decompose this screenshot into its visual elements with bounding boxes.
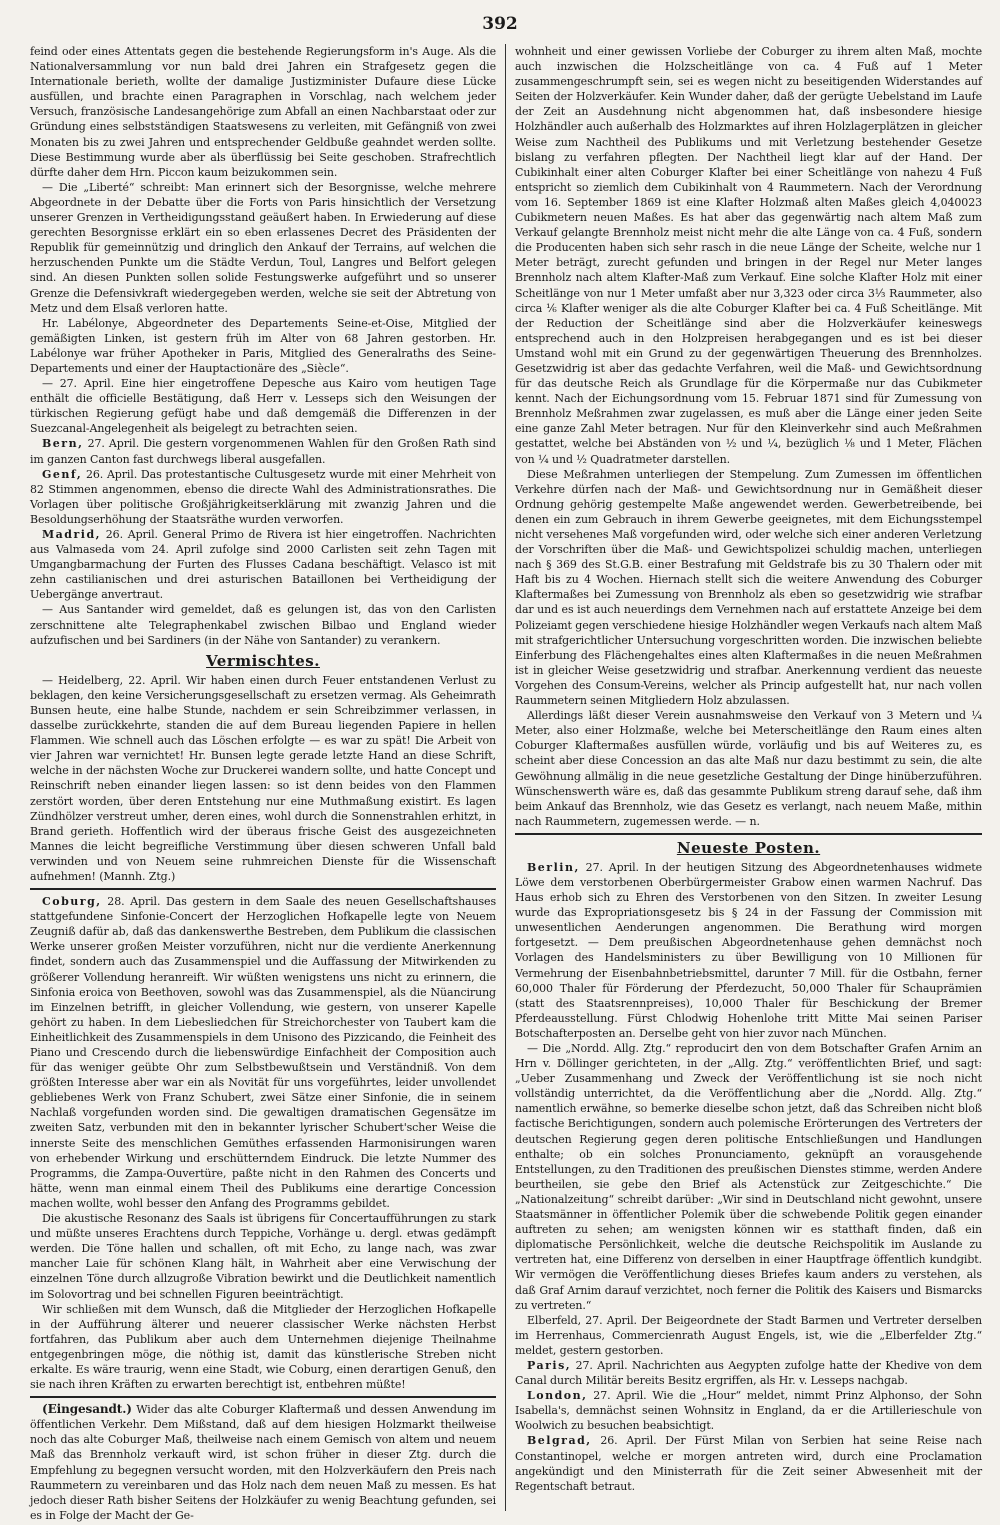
news-item-london: London, 27. April. Wie die „Hour“ meldet, nimmt Prinz Alphonso, der Sohn Isabella's, demnächst seinen Wohnsitz in England, da er die Artillerieschule von Woolwich zu besuchen beabsichtigt.	[515, 1389, 982, 1433]
news-item-madrid: Madrid, 26. April. General Primo de Rivera ist hier eingetroffen. Nachrichten aus Valmaseda vom 24. April zufolge sind 2000 Carlisten seit zehn Tagen mit Umgangbarmachung der Furten des Flusses Cadana beschäftigt. Velasco ist mit zehn castilianischen und drei asturischen Bataillonen bei Vertheidigung der Uebergänge anvertraut.	[30, 528, 496, 602]
left-column	[30, 44, 506, 1522]
article-paragraph: Wir schließen mit dem Wunsch, daß die Mitglieder der Herzoglichen Hofkapelle in der Aufführung älterer und neuerer classischer Werke nächsten Herbst fortfahren, das Publikum aber auch dem Unternehmen diejenige Theilnahme entgegenbringen möge, die nöthig ist, damit das künstlerische Streben nicht erkalte. Es wäre traurig, wenn eine Stadt, wie Coburg, einen derartigen Genuß, den sie nach ihren Kräften zu erwarten berechtigt ist, entbehren müßte!	[30, 1302, 496, 1392]
divider	[515, 833, 982, 835]
divider	[30, 888, 496, 890]
dateline: Genf,	[42, 467, 83, 481]
news-item-bern: Bern, 27. April. Die gestern vorgenommenen Wahlen für den Großen Rath sind im ganzen Canton fast durchwegs liberal ausgefallen.	[30, 437, 496, 466]
page-number: 392	[482, 14, 518, 34]
article-paragraph: — Die „Liberté“ schreibt: Man erinnert sich der Besorgnisse, welche mehrere Abgeordnete in der Debatte über die Forts von Paris hinsichtlich der Versetzung unserer Grenzen in Vertheidigungsstand geäußert haben. In Erwiederung auf diese gerechten Besorgnisse erklärt ein so eben erlassenes Decret des Präsidenten der Republik für gemeinnützig und dringlich den Ankauf der Terrains, auf welchen die herzuschenden Punkte um die Städte Verdun, Toul, Langres und Belfort gelegen sind. An diesen Punkten sollen solide Festungswerke aufgeführt und so unserer Grenze die Defensivkraft wiedergegeben werden, welche sie seit der Abtretung von Metz und dem Elsaß verloren hatte.	[30, 180, 496, 315]
news-item-belgrad: Belgrad, 26. April. Der Fürst Milan von Serbien hat seine Reise nach Constantinopel, welche er morgen antreten wird, durch eine Proclamation angekündigt und den Ministerrath für die Zeit seiner Abwesenheit mit der Regentschaft betraut.	[515, 1434, 982, 1493]
dateline: Coburg,	[42, 895, 102, 909]
news-item-paris: Paris, 27. April. Nachrichten aus Aegypten zufolge hatte der Khedive von dem Canal durch Militär bereits Besitz ergriffen, als Hr. v. Lesseps nachgab.	[515, 1358, 982, 1388]
article-paragraph: — 27. April. Eine hier eingetroffene Depesche aus Kairo vom heutigen Tage enthält die officielle Bestätigung, daß Herr v. Lesseps sich den Weisungen der türkischen Regierung gefügt habe und daß demgemäß die Differenzen in der Suezcanal-Angelegenheit als beigelegt zu betrachten seien.	[30, 377, 496, 436]
news-item-genf: Genf, 26. April. Das protestantische Cultusgesetz wurde mit einer Mehrheit von 82 Stimmen angenommen, ebenso die directe Wahl des Administrationsrathes. Die Vorlagen über politische Großjährigkeitserklärung mit zwanzig Jahren und die Besoldungserhöhung der Staatsräthe wurden verworfen.	[30, 467, 496, 526]
right-column	[506, 44, 982, 1511]
dateline: Belgrad,	[527, 1434, 592, 1448]
dateline: London,	[527, 1389, 588, 1403]
article-paragraph: — Aus Santander wird gemeldet, daß es gelungen ist, das von den Carlisten zerschnittene alte Telegraphenkabel zwischen Bilbao und England wieder aufzufischen und bei Sardiners (in der Nähe von Santander) zu verankern.	[30, 603, 496, 647]
article-paragraph: Elberfeld, 27. April. Der Beigeordnete der Stadt Barmen und Vertreter derselben im Herrenhaus, Commercienrath August Engels, ist, wie die „Elberfelder Ztg.“ meldet, gestern gestorben.	[515, 1313, 982, 1357]
dateline: Bern,	[42, 437, 84, 451]
columns	[30, 44, 982, 1522]
news-item-eingesandt: (Eingesandt.) Wider das alte Coburger Klaftermaß und dessen Anwendung im öffentlichen Verkehr. Dem Mißstand, daß auf dem hiesigen Holzmarkt theilweise noch das alte Coburger Maß, theilweise nach einem Gemisch von altem und neuem Maß das Brennholz verkauft wird, ist schon früher in dieser Ztg. durch die Empfehlung zu begegnen versucht worden, mit den Holzverkäufern den Preis nach Raummetern zu vereinbaren und das Holz nach dem neuen Maß zu messen. Es hat jedoch dieser Rath bisher Seitens der Holzkäufer zu wenig Beachtung gefunden, sei es in Folge der Macht der Ge-	[30, 1402, 496, 1522]
dateline: Paris,	[527, 1358, 572, 1372]
news-item-coburg: Coburg, 28. April. Das gestern in dem Saale des neuen Gesellschaftshauses stattgefundene Sinfonie-Concert der Herzoglichen Hofkapelle legte von Neuem Zeugniß dafür ab, daß das dankenswerthe Bestreben, dem Publikum die classischen Werke unserer großen Meister vorzuführen, nicht nur die verdiente Anerkennung findet, sondern auch das Zusammenspiel und die Auffassung der Mitwirkenden zu größerer Vollendung heranreift. Wir wüßten wenigstens uns nicht zu erinnern, die Sinfonia eroica von Beethoven, sowohl was das Zusammenspiel, als die Nüancirung im Einzelnen betrifft, in gleicher Vollendung, wie gestern, von unserer Kapelle gehört zu haben. In dem Liebesliedchen für Streichorchester von Taubert kam die Einheitlichkeit des Zusammenspiels in dem Unisono des Pizzicando, die Feinheit des Piano und Crescendo durch die liebenswürdige Einfachheit der Composition auch für das weniger geübte Ohr zum Selbstbewußtsein und Verständniß. Von dem größten Interesse aber war ein als Novität für uns vorgeführtes, leider unvollendet gebliebenes Werk von Franz Schubert, zwei Sätze einer Sinfonie, die in seinem Nachlaß vorgefunden worden sind. Die gewaltigen dramatischen Gegensätze im zweiten Satz, verbunden mit den in bekannter lyrischer Schubert'scher Weise die innerste Seite des menschlichen Gemüthes erfassenden Harmonisirungen waren von erhebender Wirkung und erschütterndem Eindruck. Die letzte Nummer des Programms, die Zampa-Ouvertüre, paßte nicht in den Rahmen des Concerts und hätte, wenn man einmal einem Theil des Publikums eine derartige Concession machen wollte, wohl besser den Anfang des Programms gebildet.	[30, 895, 496, 1210]
article-paragraph: — Heidelberg, 22. April. Wir haben einen durch Feuer entstandenen Verlust zu beklagen, den keine Versicherungsgesellschaft zu ersetzen vermag. Als Geheimrath Bunsen heute, eine halbe Stunde, nachdem er sein Schreibzimmer verlassen, in dasselbe zurückkehrte, standen die auf dem Bureau liegenden Papiere in hellen Flammen. Wie schnell auch das Löschen erfolgte — es war zu spät! Die Arbeit von vier Jahren war vernichtet! Hr. Bunsen legte gerade letzte Hand an diese Schrift, welche in der nächsten Woche zur Druckerei wandern sollte, und hatte Concept und Reinschrift neben einander liegen lassen: so ist denn beides von den Flammen zerstört worden, über deren Entstehung nur eine Muthmaßung existirt. Es lagen Zündhölzer verstreut umher, deren eines, wohl durch die Sonnenstrahlen erhitzt, in Brand gerieth. Hoffentlich wird der überaus frische Geist des ausgezeichneten Mannes die leicht begreifliche Verstimmung über diesen schweren Unfall bald verwinden und von Neuem seine ruhmreichen Dienste für die Wissenschaft aufnehmen! (Mannh. Ztg.)	[30, 673, 496, 883]
section-title-vermischtes: Vermischtes.	[206, 651, 320, 670]
dateline: Berlin,	[527, 860, 580, 874]
article-paragraph: Die akustische Resonanz des Saals ist übrigens für Concertaufführungen zu stark und müßte unseres Erachtens durch Teppiche, Vorhänge u. dergl. etwas gedämpft werden. Die Töne hallen und schallen, oft mit Echo, zu lange nach, was zwar mancher Laie für schönen Klang hält, in Wahrheit aber eine Verwischung der einzelnen Töne durch allzugroße Vibration bewirkt und die Deutlichkeit namentlich im Solovortrag und bei schnellen Figuren beeinträchtigt.	[30, 1212, 496, 1301]
article-paragraph: Hr. Labélonye, Abgeordneter des Departements Seine-et-Oise, Mitglied der gemäßigten Linken, ist gestern früh im Alter von 68 Jahren gestorben. Hr. Labélonye war früher Apotheker in Paris, Mitglied des Generalraths des Seine-Departements und einer der Hauptactionäre des „Siècle“.	[30, 316, 496, 375]
article-paragraph: Diese Meßrahmen unterliegen der Stempelung. Zum Zumessen im öffentlichen Verkehre dürfen nach der Maß- und Gewichtsordnung nur in Gemäßheit dieser Ordnung gehörig gestempelte Maße angewendet werden. Gewerbetreibende, bei denen ein zum Gebrauch in ihrem Gewerbe geeignetes, mit dem Eichungsstempel nicht versehenes Maß vorgefunden wird, oder welche sich einer anderen Verletzung der Vorschriften über die Maß- und Gewichtspolizei schuldig machen, unterliegen nach § 369 des St.G.B. einer Bestrafung mit Geldstrafe bis zu 30 Thalern oder mit Haft bis zu 4 Wochen. Hiernach stellt sich die weitere Anwendung des Coburger Klaftermaßes bei Zumessung von Brennholz als eben so gesetzwidrig wie strafbar dar und es ist auch neuerdings dem Vernehmen nach auf erstattete Anzeige bei dem Polizeiamt gegen verschiedene hiesige Holzhändler wegen Verkaufs nach altem Maß mit strafgerichtlicher Untersuchung vorgeschritten worden. Die inzwischen beliebte Einferbung des Flächengehaltes eines alten Klaftermaßes in die neuen Meßrahmen ist in gleicher Weise gesetzwidrig und strafbar. Anerkennung verdient das neueste Vorgehen des Consum-Vereins, welcher als Princip aufgestellt hat, nur nach vollen Raummetern seinen Mitgliedern Holz abzulassen.	[515, 467, 982, 708]
divider	[30, 1396, 496, 1398]
article-paragraph: wohnheit und einer gewissen Vorliebe der Coburger zu ihrem alten Maß, mochte auch inzwischen die Holzscheitlänge von ca. 4 Fuß auf 1 Meter zusammengeschrumpft sein, sei es wegen nicht zu beseitigenden Widerstandes auf Seiten der Holzverkäufer. Kein Wunder daher, daß der gerügte Uebelstand im Laufe der Zeit an Ausdehnung nicht abgenommen hat, daß insbesondere hiesige Holzhändler auch außerhalb des Holzmarktes auf ihren Holzlagerplätzen in gleicher Weise zum Nachtheil des Publikums und mit Verletzung bestehender Gesetze bislang zu verfahren pflegten. Der Nachtheil liegt klar auf der Hand. Der Cubikinhalt einer alten Coburger Klafter bei einer Scheitlänge von nahezu 4 Fuß entspricht so ziemlich dem Cubikinhalt von 4 Raummetern. Nach der Verordnung vom 16. September 1869 ist eine Klafter Holzmaß alten Maßes gleich 4,040023 Cubikmetern neuen Maßes. Es hat aber das gegenwärtig nach altem Maß zum Verkauf gelangte Brennholz meist nicht mehr die alte Länge von ca. 4 Fuß, sondern die Producenten haben sich sehr rasch in die neue Länge der Scheite, welche nur 1 Meter beträgt, zurecht gefunden und bringen in der Regel nur Meter langes Brennholz nach altem Klafter-Maß zum Verkauf. Eine solche Klafter Holz mit einer Scheitlänge von nur 1 Meter umfaßt aber nur 3,323 oder circa 3⅓ Raummeter, also circa ⅙ Klafter weniger als die alte Coburger Klafter bei ca. 4 Fuß Scheitlänge. Mit der Reduction der Scheitlänge sind aber die Holzverkäufer keineswegs entsprechend auch in den Holzpreisen herabgegangen und es ist bei dieser Umstand wohl mit ein Grund zu der gegenwärtigen Theuerung des Brennholzes. Gesetzwidrig ist aber das gedachte Verfahren, weil die Maß- und Gewichtsordnung für das deutsche Reich als Grundlage für die Körpermaße nur das Cubikmeter kennt. Nach der Eichungsordnung vom 15. Februar 1871 sind für Zumessung von Brennholz Meßrahmen zwar zugelassen, es muß aber die Länge einer jeden Seite eine ganze Zahl Meter betragen. Nur für den Kleinverkehr sind auch Meßrahmen gestattet, welche bei Abständen von ½ und ¼, bezüglich ⅛ und 1 Meter, Flächen von ¼ und ½ Quadratmeter darstellen.	[515, 45, 982, 466]
dateline: (Eingesandt.)	[42, 1402, 132, 1417]
dateline: Madrid,	[42, 528, 101, 541]
article-paragraph: — Die „Nordd. Allg. Ztg.“ reproducirt den von dem Botschafter Grafen Arnim an Hrn v. Döllinger gerichteten, in der „Allg. Ztg.“ veröffentlichten Brief, und sagt: „Ueber Zusammenhang und Zweck der Veröffentlichung ist sie noch nicht vollständig unterrichtet, da die Veröffentlichung aber die „Nordd. Allg. Ztg.“ namentlich erwähne, so bemerke dieselbe schon jetzt, daß das Schreiben nicht bloß factische Berichtigungen, sondern auch polemische Erörterungen des Vertreters der deutschen Regierung gegen deren politische Entschließungen und Handlungen enthalte; ob ein solches Pronunciamento, geknüpft an vorausgehende Entstellungen, zu den Traditionen des preußischen Dienstes stimme, werden Andere beurtheilen, sie gebe den Brief als Actenstück zur Zeitgeschichte.“ Die „Nationalzeitung“ schreibt darüber: „Wir sind in Deutschland nicht gewohnt, unsere Staatsmänner in öffentlicher Polemik über die schwebende Politik gegen einander auftreten zu sehen; am wenigsten können wir es statthaft finden, daß ein diplomatische Persönlichkeit, welche die deutsche Reichspolitik im Auslande zu vertreten hat, eine Differenz von derselben in einer Hauptfrage öffentlich kundgibt. Wir vermögen die Veröffentlichung dieses Briefes kaum anders zu verstehen, als daß Graf Arnim darauf verzichtet, noch ferner die Politik des Kaisers und Bismarcks zu vertreten.“	[515, 1042, 982, 1312]
article-paragraph: feind oder eines Attentats gegen die bestehende Regierungsform in's Auge. Als die Nationalversammlung vor nun bald drei Jahren ein Strafgesetz gegen die Internationale berieth, wollte der damalige Justizminister Dufaure diese Lücke ausfüllen, und brachte einen Paragraphen in Vorschlag, nach welchem jeder Versuch, französische Landesangehörige zum Abfall an einen Nachbarstaat oder zur Gründung eines selbstständigen Staatswesens zu verleiten, mit Gefängniß von zwei Monaten bis zu zwei Jahren und entsprechender Geldbuße geahndet werden sollte. Diese Bestimmung wurde aber als überflüssig bei Seite geschoben. Strafrechtlich dürfte daher dem Hrn. Piccon kaum beizukommen sein.	[30, 45, 496, 179]
section-title-neueste-posten: Neueste Posten.	[676, 838, 821, 857]
article-paragraph: Allerdings läßt dieser Verein ausnahmsweise den Verkauf von 3 Metern und ¼ Meter, also einer Holzmaße, welche bei Meterscheitlänge den Raum eines alten Coburger Klaftermaßes ausfüllen würde, vorläufig und bis auf Weiteres zu, es scheint aber diese Concession an das alte Maß nur dazu bestimmt zu sein, die alte Gewöhnung allmälig in die neue gesetzliche Gestaltung der Dinge hinüberzuführen. Wünschenswerth wäre es, daß das gesammte Publikum streng darauf sehe, daß ihm beim Ankauf das Brennholz, wie das Gesetz es verlangt, nach neuem Maße, mithin nach Raummetern, zugemessen werde. — n.	[515, 709, 982, 828]
news-item-berlin: Berlin, 27. April. In der heutigen Sitzung des Abgeordnetenhauses widmete Löwe dem verstorbenen Oberbürgermeister Grabow einen warmen Nachruf. Das Haus erhob sich zu Ehren des Verstorbenen von den Sitzen. In zweiter Lesung wurde das Expropriationsgesetz bis § 24 in der Fassung der Commission mit unwesentlichen Aenderungen angenommen. Die Berathung wird morgen fortgesetzt. — Dem preußischen Abgeordnetenhause gehen demnächst noch Vorlagen des Handelsministers zu über Bewilligung von 10 Millionen für Vermehrung der Eisenbahnbetriebsmittel, darunter 7 Mill. für die Ostbahn, ferner 60,000 Thaler für Förderung der Pferdezucht, 50,000 Thaler für Schauprämien (statt des Staatsrennpreises), 10,000 Thaler für Beschickung der Bremer Pferdeausstellung. Fürst Chlodwig Hohenlohe tritt Mitte Mai seinen Pariser Botschafterposten an. Derselbe geht von hier zuvor nach München.	[515, 860, 982, 1040]
